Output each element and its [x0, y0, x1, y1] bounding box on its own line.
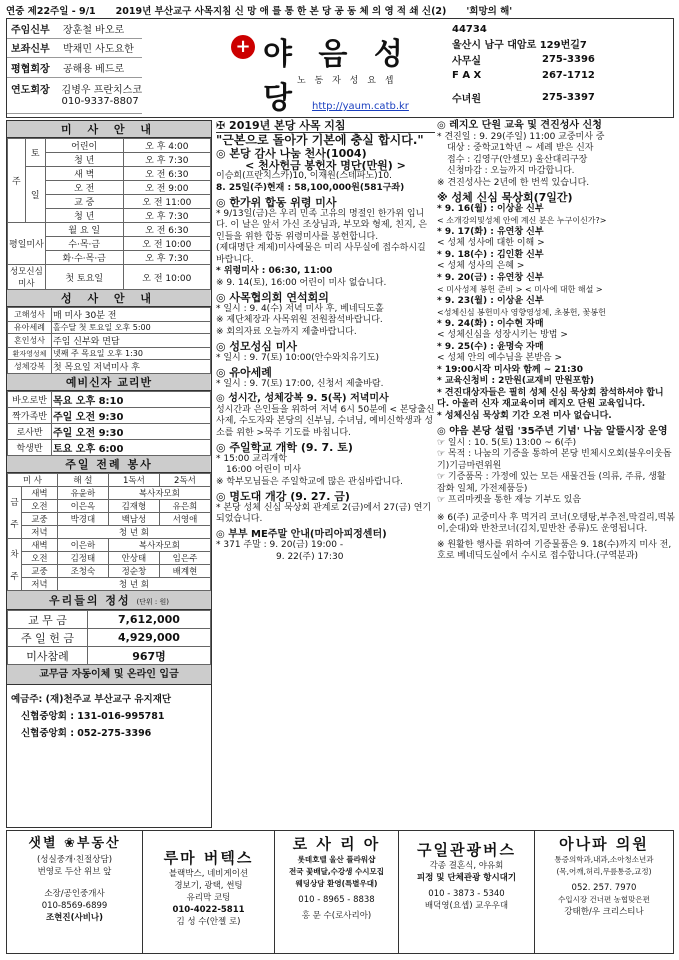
- ad-line: 052. 257. 7970: [571, 883, 637, 893]
- council-heading: ◎ 사목협의회 연석회의: [216, 291, 329, 304]
- service-person: 백남성: [108, 513, 159, 526]
- left-column: [6, 120, 212, 828]
- ad-line: (성실중개·친절상담): [36, 855, 113, 865]
- sacrament-name: 성체강복: [8, 360, 52, 374]
- service-person: 복사자모회: [108, 539, 210, 552]
- service-person: 안상태: [108, 552, 159, 565]
- sacrament-time: 넷째 주 목요일 오후 1:30: [52, 348, 211, 360]
- sacrament-time: 매 미사 30분 전: [52, 308, 211, 322]
- service-person: 청 년 회: [57, 526, 210, 539]
- year-theme: '희망의 해': [466, 6, 513, 17]
- ad-line: 010-4022-5811: [172, 905, 245, 915]
- service-mass: 교중: [22, 565, 58, 578]
- mass-table: [7, 138, 211, 290]
- retreat-item: * 9. 24(화) : 이수현 자매: [437, 318, 544, 329]
- ad-name: 로 사 리 아: [292, 835, 381, 853]
- address: 울산시 남구 대암로 129번길7: [452, 39, 587, 51]
- thanks-total: 8. 25일(주)현재 : 58,100,000원(581구좌): [216, 182, 405, 193]
- market-note: ※ 6(주) 교중미사 후 먹거리 코너(오뎅탕,부추전,막걸리,떡볶이,순대)와 반찬코너(김치,밑반찬 종류)도 운영됩니다.: [437, 512, 675, 534]
- class-name: 로사반: [8, 424, 52, 440]
- service-person: 정순창: [108, 565, 159, 578]
- service-mass: 저녁: [22, 526, 58, 539]
- class-time: 토요 오후 6:00: [52, 440, 211, 456]
- ad-line: 010 - 8965 - 8838: [298, 895, 375, 905]
- role-name: 공해용 베드로: [63, 63, 125, 75]
- mass-day: 일: [25, 167, 45, 223]
- mass-time: 오 후 7:30: [123, 153, 210, 167]
- contact-block: [452, 19, 674, 117]
- mass-time: 오 전 6:30: [123, 223, 210, 237]
- sacrament-time: 첫 목요일 저녁미사 후: [52, 360, 211, 374]
- retreat-heading: ※ 성체 신심 묵상회(7일간): [437, 191, 573, 204]
- service-person: 조청숙: [57, 565, 108, 578]
- cross-icon: +: [231, 35, 255, 59]
- sacrament-name: 유아세례: [8, 322, 52, 334]
- ad-line: 웨딩상담 환영(특별우대): [295, 879, 378, 888]
- mass-time: 오 전 10:00: [123, 265, 210, 290]
- ad-line: 번영로 두산 위브 앞: [37, 867, 112, 877]
- mass-time: 오 전 9:00: [123, 181, 210, 195]
- bank-info: [7, 685, 211, 748]
- catechumen-title: 예비신자 교리반: [7, 374, 211, 391]
- mass-time: 오 후 4:00: [123, 139, 210, 153]
- service-person: 서영애: [159, 513, 210, 526]
- mass-name: 월 요 일: [45, 223, 123, 237]
- sacrament-name: 혼인성사: [8, 334, 52, 348]
- parish-title: 야 음 성 당: [263, 37, 411, 116]
- mass-name: 새 벽: [45, 167, 123, 181]
- role-label: 주임신부: [11, 24, 50, 36]
- me-heading: ◎ 부부 ME주말 안내(마리아피정센터): [216, 528, 387, 540]
- holyhour-heading: ◎ 성시간, 성체강복 9. 5(목) 저녁미사: [216, 393, 389, 404]
- legio-note: ※ 견진성사는 2년에 한 번씩 있습니다.: [437, 177, 590, 188]
- council-note: ※ 제단체장과 사목위원 전원참석바랍니다.: [216, 315, 383, 325]
- retreat-item: < 미사성제 봉헌 준비 > < 미사에 대한 해설 >: [437, 285, 603, 294]
- retreat-item: < 성체 성사에 대한 이해 >: [437, 238, 545, 248]
- retreat-item: < 성체 성사의 은혜 >: [437, 261, 525, 271]
- bank-account: 신협중앙회 : 131-016-995781: [21, 711, 165, 722]
- class-name: 짝가족반: [8, 408, 52, 424]
- ad-line: 강태한/우 크리스티나: [564, 907, 644, 917]
- middle-column: [216, 120, 435, 780]
- service-mass: 교중: [22, 513, 58, 526]
- retreat-item: * 9. 16(월) : 이상윤 신부: [437, 203, 544, 214]
- retreat-item: * 9. 20(금) : 유연창 신부: [437, 272, 544, 283]
- offering-value: 4,929,000: [88, 629, 211, 647]
- mass-time: 오 전 11:00: [123, 195, 210, 209]
- sacrament-name: 고해성사: [8, 308, 52, 322]
- service-person: 김정태: [57, 552, 108, 565]
- thanks-sub: < 천사헌금 봉헌자 명단(만원) >: [245, 158, 406, 172]
- class-time: 주일 오전 9:30: [52, 408, 211, 424]
- retreat-item: <성체신심 봉헌미사 영향영성체, 초봉헌, 꽃봉헌: [437, 308, 606, 317]
- role-name: 장훈철 바오로: [63, 24, 125, 36]
- catechumen-table: [7, 391, 211, 456]
- class-time: 목요 오후 8:10: [52, 392, 211, 408]
- service-title: 주일 전례 봉사: [7, 456, 211, 473]
- service-mass: 오전: [22, 500, 58, 513]
- role-name: 박채민 사도요한: [63, 44, 134, 56]
- bank-account: 신협중앙회 : 052-275-3396: [21, 728, 152, 739]
- market-note: ※ 원활한 행사를 위하여 기증물품은 9. 18(수)까지 미사 전, 호로 베네딕도실에서 수시로 접수합니다.(구역분과): [437, 539, 672, 561]
- service-person: 박경대: [57, 513, 108, 526]
- ad-line: 배덕영(요셉) 교우우대: [424, 901, 509, 911]
- role-label: 보좌신부: [11, 44, 50, 56]
- issue-info: 연중 제22주일 - 9/1: [6, 6, 96, 17]
- ad-name: 구일관광버스: [417, 841, 516, 859]
- service-person: 김재형: [108, 500, 159, 513]
- mass-name: 화·수·목·금: [45, 251, 123, 265]
- ad-line: 롯데호텔 울산 플라워샵: [297, 855, 376, 864]
- baptism-body: * 일시 : 9. 7(토) 17:00, 신청서 제출바람.: [216, 378, 384, 389]
- council-body: * 일시 : 9. 4(수) 저녁 미사 후, 베네딕도홀: [216, 303, 384, 314]
- mass-day: 토: [25, 139, 45, 167]
- ad-name: 아나파 의원: [559, 835, 649, 853]
- mass-title: 미 사 안 내: [7, 121, 211, 138]
- diocese-motto: 2019년 부산교구 사목지침 신 망 애 를 통 한 본 당 공 동 체 의 영 적 쇄 신(2): [115, 6, 447, 17]
- contact-number: 275-3396: [542, 53, 595, 65]
- sundayschool-body: 16:00 어린이 미사: [226, 465, 302, 475]
- offering-value: 7,612,000: [88, 611, 211, 629]
- retreat-item: * 9. 18(수) : 김인환 신부: [437, 249, 544, 260]
- market-body: ☞ 프리마켓을 통한 재능 기부도 있음: [437, 495, 582, 505]
- ad-line: 수입시장 건너편 농협맞은편: [558, 895, 650, 904]
- mass-name: 청 년: [45, 209, 123, 223]
- mass-group: 성모신심미사: [8, 265, 46, 290]
- ad-line: 소장/공인중개사: [44, 889, 105, 899]
- service-head: 1독서: [108, 474, 159, 487]
- me-body: 9. 22(주) 17:30: [276, 551, 344, 562]
- ad-bus: [399, 831, 535, 953]
- ad-line: 블랙박스, 네비게이션: [168, 869, 249, 879]
- mentor-body: * 본당 성체 신심 묵상회 관계로 2(금)에서 27(금) 연기되었습니다.: [216, 502, 432, 524]
- contact-label: F A X: [452, 69, 482, 81]
- legio-body: * 견진일 : 9. 29(주일) 11:00 교중미사 중: [437, 131, 605, 142]
- mass-time: 오 후 7:30: [123, 251, 210, 265]
- class-time: 주일 오전 9:30: [52, 424, 211, 440]
- class-name: 바오로반: [8, 392, 52, 408]
- retreat-item: * 9. 17(화) : 유연창 신부: [437, 226, 544, 237]
- ad-line: 피정 및 단체관광 항시대기: [416, 873, 517, 883]
- service-mass: 저녁: [22, 578, 58, 591]
- ad-car: [143, 831, 275, 953]
- offering-value: 967명: [88, 647, 211, 665]
- retreat-note: * 성체신심 묵상회 기간 오전 미사 없습니다.: [437, 410, 612, 421]
- top-bar: [6, 3, 674, 16]
- contact-label: 수녀원: [452, 93, 481, 105]
- cross-icon: ✠: [216, 119, 230, 132]
- role-label: 연도회장: [11, 84, 50, 96]
- ad-strip: [6, 830, 674, 954]
- thanks-heading: ◎ 본당 감사 나눔 천사(1004): [216, 147, 367, 160]
- retreat-item: < 성체신심을 성장시키는 방법 >: [437, 330, 568, 340]
- ad-line: 경보기, 광택, 썬팅: [174, 881, 243, 891]
- mass-name: 청 년: [45, 153, 123, 167]
- mass-time: 오 전 6:30: [123, 167, 210, 181]
- council-note: ※ 회의자료 오늘까지 제출바랍니다.: [216, 326, 357, 337]
- ad-line: 김 성 수(안젤 로): [176, 917, 241, 927]
- service-mass: 새벽: [22, 539, 58, 552]
- ad-line: 010 - 3873 - 5340: [428, 889, 505, 899]
- ad-clinic: [535, 831, 673, 953]
- me-body: * 371 주말 : 9. 20(금) 19:00 -: [216, 540, 344, 550]
- sacrament-table: [7, 307, 211, 374]
- retreat-fee: * 교육신청비 : 2만원(교재비 만원포함): [437, 376, 595, 386]
- service-mass: 새벽: [22, 487, 58, 500]
- market-body: ☞ 일시 : 10. 5(토) 13:00 ~ 6(주): [437, 437, 577, 448]
- retreat-item: < 성체 안의 예수님을 본받음 >: [437, 353, 563, 363]
- service-head: 미 사: [8, 474, 58, 487]
- memorial-time: * 위령미사 : 06:30, 11:00: [216, 266, 333, 276]
- offering-label: 교 무 금: [8, 611, 88, 629]
- mass-name: 어린이: [45, 139, 123, 153]
- service-mass: 오전: [22, 552, 58, 565]
- ad-line: 전국 꽃배달,수강생 수시모집: [288, 867, 384, 876]
- ad-name: 루마 버텍스: [163, 849, 254, 867]
- ad-line: 통증의학과,내과,소아청소년과: [554, 855, 654, 864]
- legio-heading: ◎ 레지오 단원 교육 및 견진성사 신청: [437, 120, 602, 131]
- bank-title: 교무금 자동이체 및 온라인 입금: [7, 665, 211, 685]
- retreat-time: * 19:00시작 미사와 함께 ~ 21:30: [437, 364, 584, 375]
- retreat-note: * 견진대상자들은 필히 성체 신심 묵상회 참석하셔야 합니다. 아울러 신자 재교육이며 레지오 단원 교육입니다.: [437, 387, 664, 409]
- legio-body: 대상 : 중학교1학년 ~ 세례 받은 신자: [447, 143, 594, 153]
- marian-heading: ◎ 성모성심 미사: [216, 340, 298, 353]
- holyhour-body: 성시간과 은인들을 위하여 저녁 6시 50분에 < 본당출신 사제, 수도자와 본당의 신부님, 수녀님, 예비신학생과 성소를 위한 >묵주 기도를 바칩니다.: [216, 404, 435, 438]
- service-table: [7, 473, 211, 591]
- thanks-body: 이승희(프란치스카)10, 이재원(스테파노)10.: [216, 171, 392, 181]
- sacrament-name: 환자영성체: [8, 348, 52, 360]
- contact-number: 267-1712: [542, 69, 595, 81]
- service-person: 이은하: [57, 539, 108, 552]
- ad-line: (목,어깨,허리,무릎통증,교정): [556, 867, 652, 876]
- parish-url[interactable]: http://yaum.catb.kr: [312, 101, 409, 112]
- service-person: 이은옥: [57, 500, 108, 513]
- sacrament-time: 홀수달 첫 토요일 오후 5:00: [52, 322, 211, 334]
- role-phone: 010-9337-8807: [61, 95, 139, 107]
- mass-group: 평일미사: [8, 223, 46, 265]
- sacrament-title: 성 사 안 내: [7, 290, 211, 307]
- mentor-heading: ◎ 명도대 개강 (9. 27. 금): [216, 490, 350, 503]
- market-body: ☞ 기증품목 : 가정에 있는 모든 새물건들 (의류, 주류, 생활 잡화 일체, 가전제품등): [437, 472, 666, 494]
- mass-group: 주: [8, 139, 26, 223]
- ad-line: 조현진(사비나): [45, 913, 104, 923]
- role-name: 김병우 프란치스코: [61, 84, 142, 96]
- contact-label: 사무실: [452, 55, 481, 67]
- service-person: 복사자모회: [108, 487, 210, 500]
- zip-code: 44734: [452, 23, 487, 35]
- memorial-heading: ◎ 한가위 합동 위령 미사: [216, 196, 337, 209]
- ad-line: 010-8569-6899: [41, 901, 108, 911]
- ad-realestate: [7, 831, 143, 953]
- legio-body: 접수 : 김영구(안셀모) 울산대리구장: [447, 154, 588, 165]
- mass-name: 첫 토요일: [45, 265, 123, 290]
- contact-number: 275-3397: [542, 91, 595, 103]
- service-person: 청 년 회: [57, 578, 210, 591]
- memorial-body2: (제대명단 계제)미사예물은 미리 사무실에 접수하시길 바랍니다.: [216, 243, 426, 265]
- masthead: [6, 18, 674, 118]
- mass-name: 수·목·금: [45, 237, 123, 251]
- ad-line: 유리막 코팅: [186, 893, 231, 903]
- service-person: 유윤하: [57, 487, 108, 500]
- class-name: 학생반: [8, 440, 52, 456]
- sundayschool-body: * 15:00 교리개학: [216, 453, 287, 464]
- service-person: 임은주: [159, 552, 210, 565]
- offering-label: 주 일 헌 금: [8, 629, 88, 647]
- parish-logo: [147, 21, 447, 115]
- mass-name: 오 전: [45, 181, 123, 195]
- legio-body: 신청마감 : 오늘까지 마감합니다.: [447, 166, 575, 176]
- service-person: 배계현: [159, 565, 210, 578]
- sundayschool-note: ※ 학부모님들은 주일학교에 많은 관심바랍니다.: [216, 476, 404, 487]
- service-head: 2독서: [159, 474, 210, 487]
- staff-list: [7, 19, 142, 117]
- baptism-heading: ◎ 유아세례: [216, 366, 272, 379]
- bank-depositor: 예금주: (재)천주교 부산교구 유지재단: [11, 694, 172, 705]
- service-person: 유은희: [159, 500, 210, 513]
- service-head: 해 설: [57, 474, 108, 487]
- role-label: 평협회장: [11, 63, 50, 75]
- market-heading: ◎ 야음 본당 설립 '35주년 기념' 나눔 알뜰시장 운영: [437, 426, 668, 437]
- service-week: 금 주: [8, 487, 22, 539]
- offering-table: [7, 610, 211, 665]
- ad-line: 홍 문 수(로사리아): [301, 911, 372, 921]
- ad-name: 샛별 ❀부동산: [28, 836, 121, 851]
- right-column: [437, 120, 675, 780]
- sundayschool-heading: ◎ 주일학교 개학 (9. 7. 토): [216, 441, 353, 454]
- retreat-item: * 9. 25(수) : 윤명숙 자매: [437, 341, 544, 352]
- mass-time: 오 전 10:00: [123, 237, 210, 251]
- parish-subtitle: 노 동 자 성 요 셉: [297, 76, 397, 86]
- service-week: 차 주: [8, 539, 22, 591]
- guideline-slogan: "근본으로 돌아가 기본에 충실 합시다.": [216, 132, 424, 147]
- ad-flower: [275, 831, 399, 953]
- mass-name: 교 중: [45, 195, 123, 209]
- market-body: ☞ 목적 : 나눔의 기증을 통하여 본당 빈체시오회(불우이웃돕기)기금마련위원: [437, 449, 672, 471]
- retreat-item: < 소개강의및성체 안에 계신 분은 누구이신가?>: [437, 216, 607, 225]
- ad-line: 각종 결혼식, 야유회: [429, 861, 504, 871]
- sacrament-time: 주임 신부와 면담: [52, 334, 211, 348]
- offering-label: 미사참례: [8, 647, 88, 665]
- retreat-item: * 9. 23(월) : 이상윤 신부: [437, 295, 544, 306]
- guideline-heading: ✠ 2019년 본당 사목 지침: [216, 120, 435, 133]
- mass-time: 오 후 7:30: [123, 209, 210, 223]
- marian-body: * 일시 : 9. 7(토) 10:00(안수와치유기도): [216, 352, 380, 363]
- memorial-body: * 9/13일(금)은 우리 민족 고유의 명절인 한가위 입니다. 이 날은 앞서 가신 조상님과, 부모와 형제, 친지, 은인들을 위한 합동 위령미사를 봉헌합니다.: [216, 208, 428, 242]
- offering-title: 우리들의 정성 (단위 : 원): [7, 591, 211, 610]
- memorial-note: ※ 9. 14(토), 16:00 어린이 미사 없습니다.: [216, 277, 387, 288]
